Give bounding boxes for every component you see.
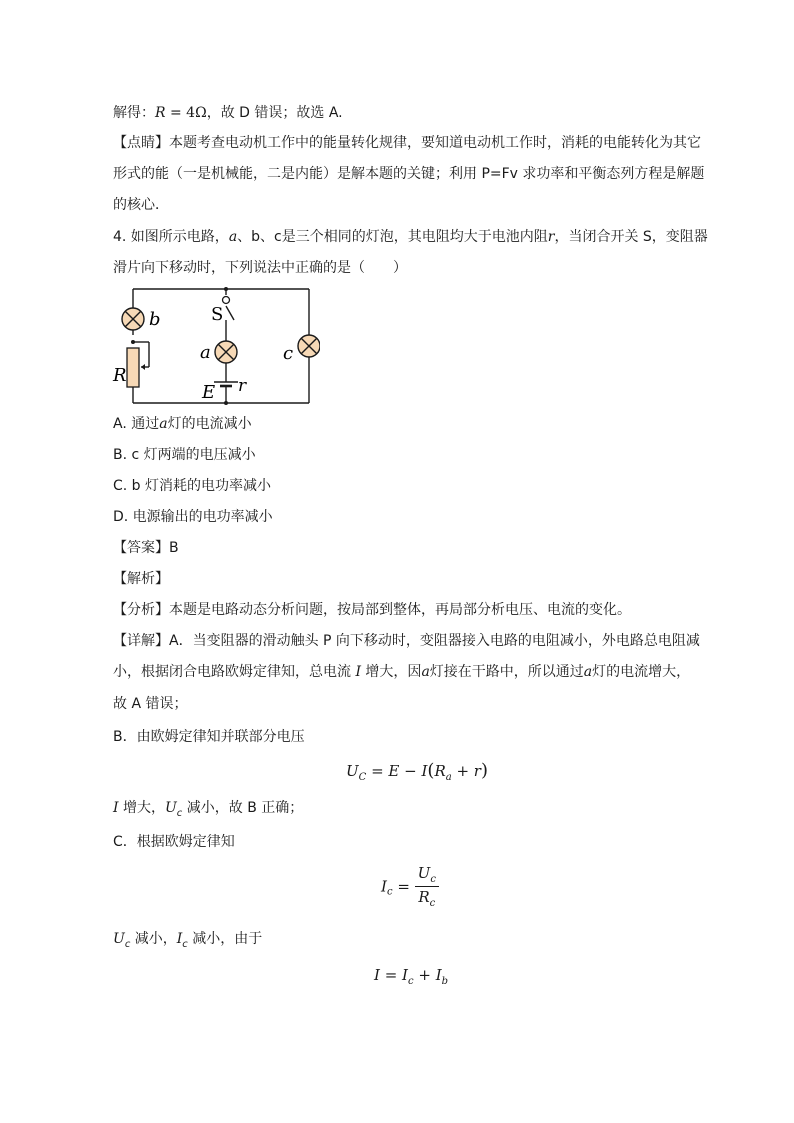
var-I: I [355,664,361,680]
sym: I [381,877,387,896]
fraction [415,864,439,909]
switch-contact [223,297,230,304]
tip-line-2: 形式的能（一是机械能，二是内能）是解本题的关键；利用 P=Fv 求功率和平衡态列方程是解题 [113,166,705,182]
detail-line-1: 【详解】A．当变阻器的滑动触头 P 向下移动时，变阻器接入电路的电阻减小，外电路总电阻减 [113,633,700,649]
sub: c [386,886,393,898]
lamp-b [122,308,144,330]
detail-line-4: B．由欧姆定律知并联部分电压 [113,729,305,745]
sub: c [176,807,183,819]
sub: b [441,976,449,987]
detail-line-3: 故 A 错误； [113,696,188,712]
var-a: a [421,664,430,680]
var-a: a [159,416,168,432]
detail-line-2 [113,662,690,682]
denominator [415,887,438,909]
tip-line-1: 【点睛】本题考查电动机工作中的能量转化规律，要知道电动机工作时，消耗的电能转化为其它 [113,135,701,151]
var-r: r [547,229,555,245]
sym: U [417,864,431,882]
label-a: a [200,342,211,363]
var-I: I [113,800,119,816]
text: 减小，故 B 正确； [182,800,304,816]
numerator [415,864,439,887]
sym: = [379,966,403,984]
text: 灯接在干路中，所以通过 [429,664,584,680]
sym: + [413,966,436,984]
sym: R [418,888,430,906]
detail-line-7 [113,929,262,955]
solution-line [113,103,343,123]
sym: = [392,877,415,896]
sub: c [407,976,414,987]
formula-total-current [374,966,448,987]
question-line-2: 滑片向下移动时，下列说法中正确的是（ ） [113,260,407,276]
sym: I [374,966,380,984]
label-c: c [283,343,294,364]
option-b: B. c 灯两端的电压减小 [113,447,256,463]
text: 小，根据闭合电路欧姆定律知，总电流 [113,664,356,680]
text: 减小， [130,931,177,947]
option-a [113,414,252,434]
paren: ) [480,760,489,781]
text: ，当闭合开关 S，变阻器 [554,229,708,245]
question-line-1 [113,227,708,247]
label-E: E [202,382,216,403]
analysis-summary: 【分析】本题是电路动态分析问题，按局部到整体，再局部分析电压、电流的变化。 [113,602,631,618]
sub: C [358,772,367,783]
formula-parallel-voltage [346,760,488,783]
analysis-heading: 【解析】 [113,571,169,587]
text: A. 通过 [113,416,160,432]
label-b: b [149,309,161,330]
formula-current-c [381,864,439,909]
sub: c [430,874,436,885]
rheostat [127,348,139,387]
option-d: D. 电源输出的电功率减小 [113,509,273,525]
sym: I [435,966,442,984]
lamp-c [298,335,320,357]
answer: 【答案】B [113,540,179,556]
var-R: R [155,105,166,121]
tip-line-3: 的核心． [113,197,169,213]
sub: c [429,898,436,909]
label-S: S [211,304,224,325]
var-U: U [113,931,125,947]
text: ，故 D 错误；故选 A. [206,105,343,121]
circuit-diagram [110,284,320,409]
text: 增大，因 [360,664,422,680]
text: 减小，由于 [187,931,263,947]
detail-line-5 [113,798,303,824]
text: 4. 如图所示电路， [113,229,229,245]
var-a: a [583,664,593,680]
var-a: a [228,229,238,245]
sym: + r [451,762,481,780]
label-R: R [113,365,127,386]
paren: ( [427,760,435,781]
sym: = E − I [366,762,428,780]
sub: c [182,938,188,950]
detail-line-6: C．根据欧姆定律知 [113,834,235,850]
text: 灯的电流减小 [167,416,252,432]
text: 灯的电流增大， [592,664,691,680]
sym: U [346,762,359,780]
text: 、b、c是三个相同的灯泡，其电阻均大于电池内阻 [237,229,548,245]
option-c: C. b 灯消耗的电功率减小 [113,478,272,494]
var-U: U [164,800,177,816]
text: 增大， [118,800,165,816]
sub: c [124,938,131,950]
sub: a [445,772,452,783]
var-I: I [176,931,183,947]
sym: I [402,966,408,984]
lamp-a [215,341,237,363]
text: = 4Ω [165,105,207,121]
label-r: r [238,376,247,396]
sym: R [434,762,446,780]
text: 解得： [113,105,155,121]
